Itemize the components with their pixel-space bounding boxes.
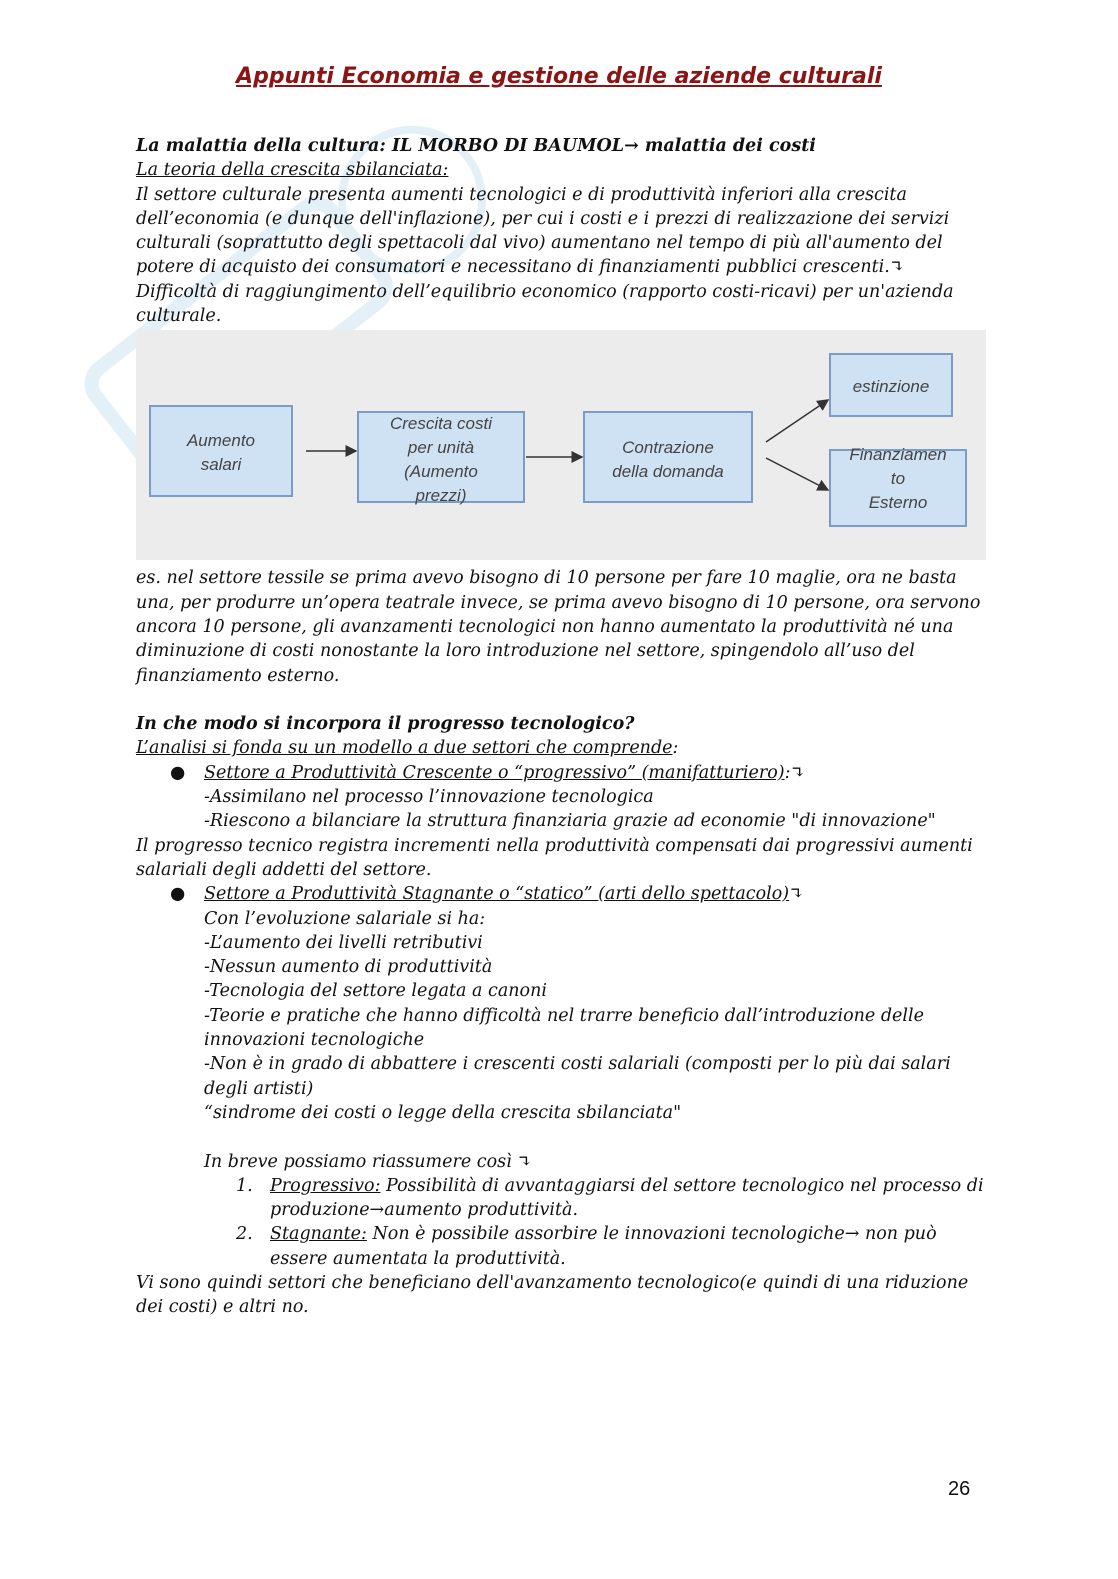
section-heading: La malattia della cultura: IL MORBO DI BAUMOL→ malattia dei costi [136,136,816,156]
item-text: Possibilità di avvantaggiarsi del settore tecnologico nel processo di produzione→aumento produttività. [270,1175,984,1221]
bullet-suffix: :↴ [784,762,806,783]
intro-text: L’analisi si fonda su un modello a due settori che comprende [136,738,673,759]
item-label: Stagnante: [270,1224,367,1245]
example-paragraph: es. nel settore tessile se prima avevo bisogno di 10 persone per fare 10 maglie, ora ne basta una, per produrre un’opera teatrale invece, se prima avevo bisogno di 10 persone, ora servono ancora 10 persone, gli avanzamenti tecnologici non hanno aumentato la produttività né una diminuzione di costi nonostante la loro introduzione nel settore, spingendolo all’uso del finanziamento esterno. [136,568,981,686]
diagram-box-text: prezzi) [415,486,467,506]
diagram-box-text: Finanziamen [849,445,947,465]
numbered-item [136,1222,986,1271]
bullet-line: -Riescono a bilanciare la struttura finanziaria grazie ad economie "di innovazione" [204,811,936,832]
bullet-title: Settore a Produttività Stagnante o “statico” (arti dello spettacolo) [204,884,790,905]
numbered-item [136,1174,986,1223]
diagram-box-estinzione [830,354,952,416]
bullet-dot: ● [170,762,186,783]
paragraph: Il settore culturale presenta aumenti tecnologici e di produttività inferiori alla crescita dell’economia (e dunque dell'inflazione), per cui i costi e i prezzi di realizzazione dei servizi culturali (soprattutto degli spettacoli dal vivo) aumentano nel tempo di più all'aumento del potere di acquisto dei consumatori e necessitano di finanziamenti pubblici crescenti.↴ [136,184,950,278]
section-subheading: La teoria della crescita sbilanciata: [136,160,449,181]
diagram-box-text: Aumento [186,431,256,451]
diagram-box-aumento-salari [150,406,292,496]
section-heading: In che modo si incorpora il progresso tecnologico? [136,714,635,735]
item-number: 2. [236,1224,253,1245]
bullet-dot: ● [170,884,186,905]
bullet-line: “sindrome dei costi o legge della crescita sbilanciata" [204,1102,682,1123]
item-number: 1. [236,1175,253,1196]
conclusion-paragraph: Vi sono quindi settori che beneficiano dell'avanzamento tecnologico(e quindi di una riduzione dei costi) e altri no. [136,1272,969,1318]
page-number: 26 [948,1478,971,1500]
bullet-line: Con l’evoluzione salariale si ha: [204,908,486,929]
item-text: Non è possibile assorbire le innovazioni tecnologiche→ non può essere aumentata la produttività. [270,1224,937,1269]
diagram-box-text: (Aumento [404,462,478,482]
diagram-box-text: salari [200,455,242,475]
paragraph: Difficoltà di raggiungimento dell’equilibrio economico (rapporto costi-ricavi) per un'azienda culturale. [136,281,954,327]
bullet-line: -Nessun aumento di produttività [204,957,493,978]
diagram-box-text: Contrazione [622,438,714,458]
diagram-box-finanziamento [830,445,966,526]
item-label: Progressivo: [270,1175,381,1196]
bullet-line: -Assimilano nel processo l’innovazione tecnologica [204,787,654,808]
bullet-suffix: ↴ [789,884,804,905]
bullet-line: -Teorie e pratiche che hanno difficoltà nel trarre beneficio dall’introduzione delle innovazioni tecnologiche [204,1005,924,1051]
diagram-box-text: Esterno [868,493,928,513]
diagram-box-crescita-costi [358,412,524,505]
paragraph: Il progresso tecnico registra incrementi nella produttività compensati dai progressivi aumenti salariali degli addetti del settore. [136,835,973,880]
diagram-box-text: della domanda [612,462,724,482]
bullet-item [136,882,986,906]
diagram-box-text: per unità [407,438,475,458]
bullet-title: Settore a Produttività Crescente o “progressivo” (manifatturiero) [204,762,785,783]
bullet-line: -Non è in grado di abbattere i crescenti costi salariali (composti per lo più dai salari degli artisti) [204,1054,951,1099]
diagram-box-text: Crescita costi [389,414,493,434]
bullet-line: -L’aumento dei livelli retributivi [204,932,483,953]
document-body [136,134,986,1320]
summary-intro: In breve possiamo riassumere così ↴ [204,1151,532,1172]
flow-diagram [136,330,986,560]
diagram-box-text: estinzione [852,377,930,397]
intro-colon: : [672,738,679,759]
bullet-item [136,761,986,785]
page-title: Appunti Economia e gestione delle aziende culturali [236,64,882,89]
diagram-box-contrazione [584,412,752,502]
bullet-line: -Tecnologia del settore legata a canoni [204,981,547,1002]
diagram-box-text: to [890,469,906,489]
